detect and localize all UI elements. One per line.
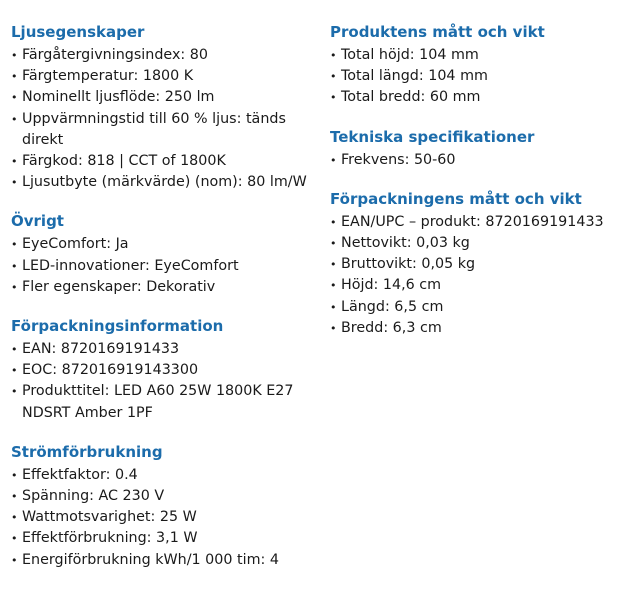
- section-heading: Strömförbrukning: [11, 442, 163, 461]
- right-column: [330, 22, 622, 339]
- spec-item: • Spänning: AC 230 V: [11, 486, 311, 507]
- spec-item: • Höjd: 14,6 cm: [330, 275, 622, 296]
- section-stromforbrukning: [11, 442, 311, 571]
- spec-item: • Total höjd: 104 mm: [330, 45, 622, 66]
- spec-item: • Uppvärmningstid till 60 % ljus: tänds direkt: [11, 109, 311, 151]
- spec-item: • Bruttovikt: 0,05 kg: [330, 254, 622, 275]
- spec-item: • Bredd: 6,3 cm: [330, 318, 622, 339]
- spec-item: • Färgtemperatur: 1800 K: [11, 66, 311, 87]
- section-forpackningens-matt: [330, 189, 622, 339]
- spec-item: • Färgkod: 818 | CCT of 1800K: [11, 151, 311, 172]
- section-heading: Ljusegenskaper: [11, 23, 145, 41]
- section-forpackningsinformation: [11, 316, 311, 424]
- spec-item: • EAN: 8720169191433: [11, 339, 311, 360]
- section-heading: Tekniska specifikationer: [330, 127, 535, 146]
- spec-item: • Produkttitel: LED A60 25W 1800K E27 NDSRT Amber 1PF: [11, 381, 311, 423]
- spec-item: • LED-innovationer: EyeComfort: [11, 256, 311, 277]
- spec-list: [330, 45, 622, 109]
- spec-item: • Fler egenskaper: Dekorativ: [11, 277, 311, 298]
- spec-list: [11, 234, 311, 298]
- spec-item: • EyeComfort: Ja: [11, 234, 311, 255]
- spec-item: • Total längd: 104 mm: [330, 66, 622, 87]
- section-ljusegenskaper: [11, 22, 311, 193]
- spec-item: • Effektfaktor: 0.4: [11, 465, 311, 486]
- spec-item: • Frekvens: 50-60: [330, 150, 622, 171]
- spec-item: • EAN/UPC – produkt: 8720169191433: [330, 212, 622, 233]
- spec-item: • EOC: 872016919143300: [11, 360, 311, 381]
- section-produktens-matt: [330, 22, 622, 109]
- spec-item: • Nettovikt: 0,03 kg: [330, 233, 622, 254]
- left-column: [11, 22, 311, 571]
- spec-item: • Wattmotsvarighet: 25 W: [11, 507, 311, 528]
- spec-item: • Total bredd: 60 mm: [330, 87, 622, 108]
- spec-list: [330, 212, 622, 339]
- spec-item: • Effektförbrukning: 3,1 W: [11, 528, 311, 549]
- section-heading: Förpackningsinformation: [11, 317, 224, 336]
- section-heading: Förpackningens mått och vikt: [330, 189, 582, 208]
- section-heading: Produktens mått och vikt: [330, 23, 545, 41]
- spec-item: • Längd: 6,5 cm: [330, 297, 622, 318]
- spec-item: • Energiförbrukning kWh/1 000 tim: 4: [11, 550, 311, 571]
- spec-list: [11, 339, 311, 424]
- spec-list: [11, 465, 311, 571]
- section-ovrigt: [11, 211, 311, 298]
- section-tekniska-specifikationer: [330, 127, 622, 171]
- section-heading: Övrigt: [11, 212, 64, 231]
- spec-item: • Färgåtergivningsindex: 80: [11, 45, 311, 66]
- spec-list: [330, 150, 622, 171]
- spec-item: • Nominellt ljusflöde: 250 lm: [11, 87, 311, 108]
- spec-item: • Ljusutbyte (märkvärde) (nom): 80 lm/W: [11, 172, 311, 193]
- spec-list: [11, 45, 311, 193]
